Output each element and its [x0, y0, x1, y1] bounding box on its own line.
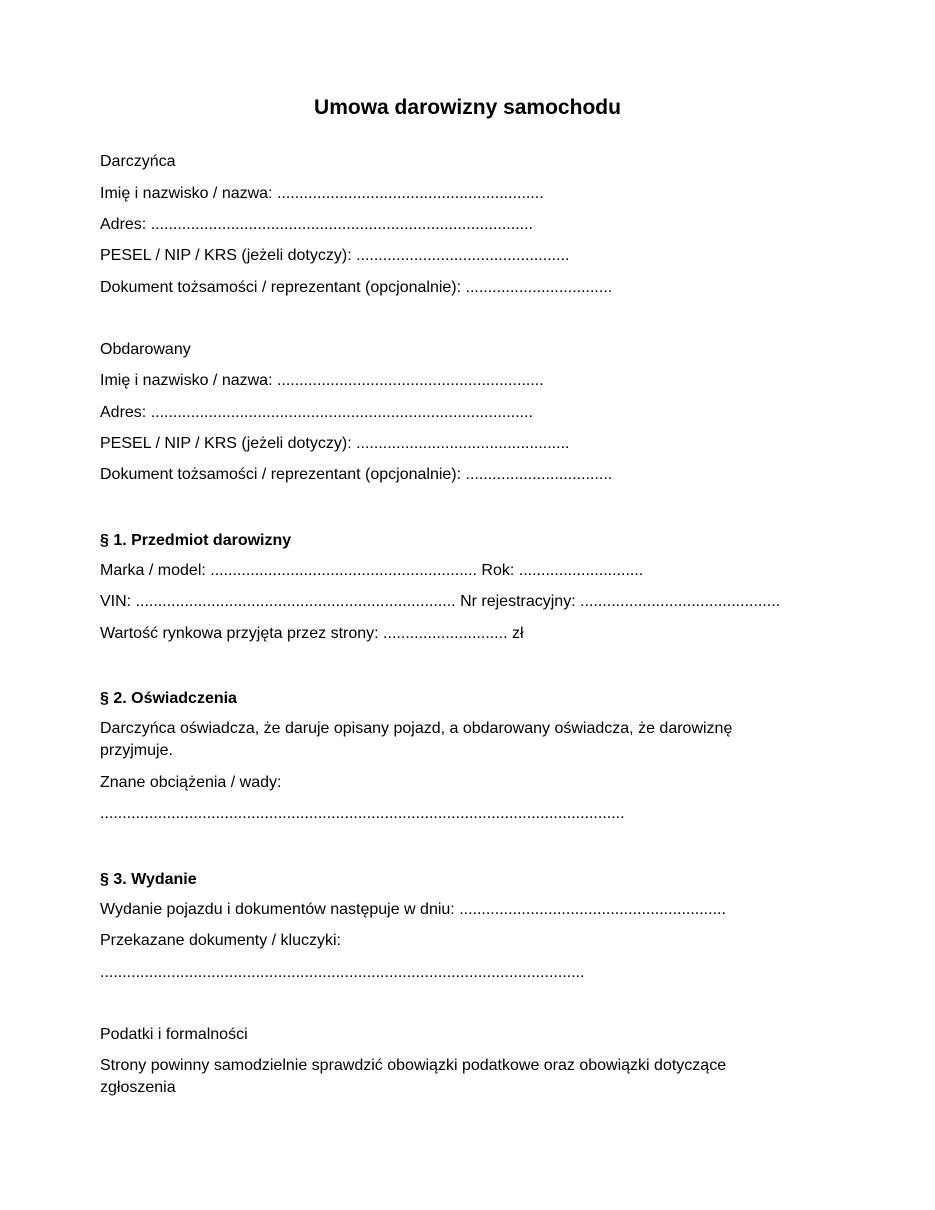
handover-date-field: Wydanie pojazdu i dokumentów następuje w dniu: ............................................................: [100, 901, 726, 918]
defects-blank: ......................................................................................................................: [100, 805, 625, 822]
vin-field: VIN: ........................................................................ Nr rejestracyjny: .............................................: [100, 593, 781, 610]
market-value-field: Wartość rynkowa przyjęta przez strony: ............................ zł: [100, 625, 524, 642]
defects-label: Znane obciążenia / wady:: [100, 774, 282, 791]
section1-heading: § 1. Przedmiot darowizny: [100, 532, 292, 549]
taxes-text: Strony powinny samodzielnie sprawdzić obowiązki podatkowe oraz obowiązki dotyczące zgłoszenia: [100, 1057, 727, 1096]
handed-documents-blank: .............................................................................................................: [100, 964, 585, 981]
recipient-heading: Obdarowany: [100, 341, 191, 358]
recipient-document-field: Dokument tożsamości / reprezentant (opcjonalnie): .................................: [100, 466, 613, 483]
recipient-id-field: PESEL / NIP / KRS (jeżeli dotyczy): ................................................: [100, 435, 570, 452]
donor-address-field: Adres: ......................................................................................: [100, 216, 533, 233]
section2-heading: § 2. Oświadczenia: [100, 690, 237, 707]
recipient-address-field: Adres: ......................................................................................: [100, 404, 533, 421]
make-model-field: Marka / model: ............................................................ Rok: ............................: [100, 562, 644, 579]
document-title: Umowa darowizny samochodu: [314, 96, 621, 119]
recipient-name-field: Imię i nazwisko / nazwa: ............................................................: [100, 372, 544, 389]
section3-heading: § 3. Wydanie: [100, 871, 197, 888]
taxes-heading: Podatki i formalności: [100, 1026, 248, 1043]
donor-name-field: Imię i nazwisko / nazwa: ............................................................: [100, 185, 544, 202]
handed-documents-label: Przekazane dokumenty / kluczyki:: [100, 932, 341, 949]
declaration-text: Darczyńca oświadcza, że daruje opisany pojazd, a obdarowany oświadcza, że darowiznę przyjmuje.: [100, 720, 733, 759]
donor-heading: Darczyńca: [100, 153, 176, 170]
donor-document-field: Dokument tożsamości / reprezentant (opcjonalnie): .................................: [100, 279, 613, 296]
donor-id-field: PESEL / NIP / KRS (jeżeli dotyczy): ................................................: [100, 247, 570, 264]
